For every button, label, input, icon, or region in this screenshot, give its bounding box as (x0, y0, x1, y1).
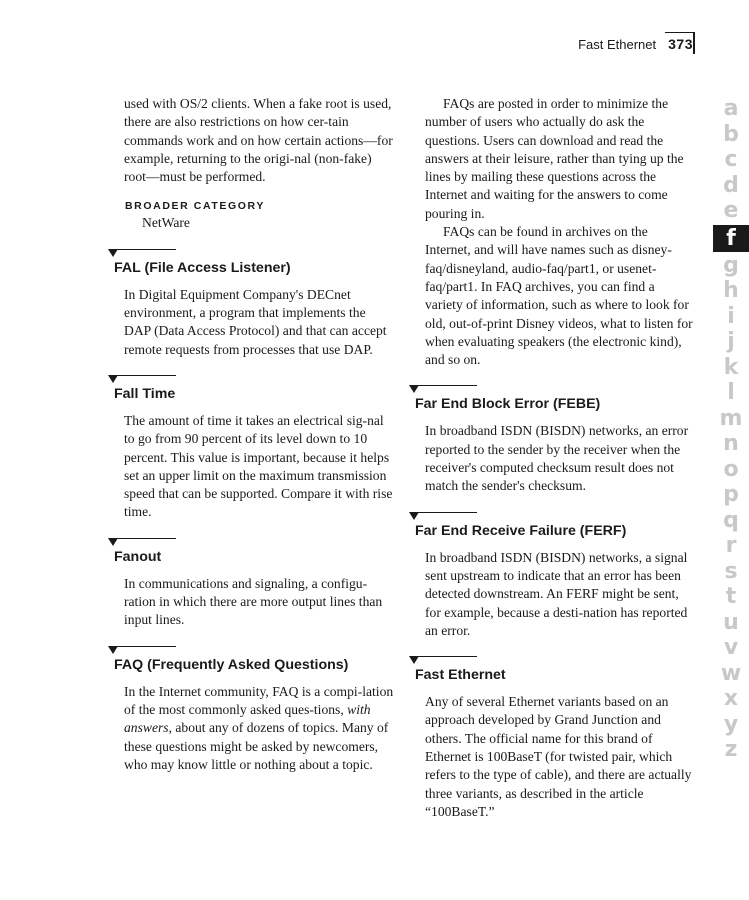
thumb-index-letter-g: g (723, 252, 739, 278)
thumb-index-letter-y: y (723, 711, 739, 737)
header-rule-horizontal (665, 32, 695, 33)
running-header (578, 36, 693, 52)
triangle-marker-icon (108, 538, 118, 546)
triangle-marker-icon (108, 249, 118, 257)
thumb-index-letter-c: c (724, 147, 738, 172)
entry-marker (108, 373, 394, 385)
entry-ferf (409, 510, 693, 640)
triangle-marker-icon (409, 512, 419, 520)
entry-fall-time (108, 373, 394, 522)
entry-text (108, 683, 394, 774)
header-rule-vertical (693, 32, 695, 54)
entry-febe (409, 383, 693, 495)
thumb-index-letter-v: v (723, 635, 739, 660)
faq-paragraph-1: FAQs are posted in order to minimize the number of users who actually do ask the questions. Users can download and read the answers at their leisure, rather than tying up the lines by mailing these questions across the Internet and waiting for the answers to come pouring in. (425, 96, 684, 221)
entry-text: In Digital Equipment Company's DECnet environment, a program that implements the DAP (Data Access Protocol) and that can accept remote requests from processes that use DAP. (124, 286, 387, 357)
entry-marker (108, 536, 394, 548)
left-column (108, 95, 394, 774)
thumb-index-letter-x: x (723, 686, 739, 711)
entry-term: Fast Ethernet (415, 667, 506, 684)
thumb-index-letter-q: q (723, 507, 739, 533)
faq-paragraph-2: FAQs can be found in archives on the Internet, and will have names such as disney-faq/disneyland, audio-faq/part1, or usenet-faq/part1. In FAQ archives, you can find a variety of information, such as where to look for old, out-of-print Disney videos, what to listen for when evaluating speakers (the electronic kind), and so on. (425, 224, 693, 368)
thumb-index-letter-j: j (727, 329, 735, 354)
entry-text: Any of several Ethernet variants based on an approach developed by Grand Junction and others. The official name for this brand of Ethernet is 100BaseT (for twisted pair, which refers to the type of cable), and there are actually three variants, as described in the article “100BaseT.” (425, 694, 692, 819)
thumb-index-letter-i: i (727, 303, 735, 329)
entry-text: In broadband ISDN (BISDN) networks, a signal sent upstream to indicate that an error has been detected downstream. An FERF might be sent, for example, because a desti-nation has reported an error. (425, 549, 688, 638)
entry-faq (108, 644, 394, 774)
thumb-index-letter-t: t (725, 584, 737, 609)
right-column (409, 95, 693, 821)
triangle-marker-icon (108, 646, 118, 654)
entry-fal (108, 247, 394, 359)
thumb-index-letter-l: l (727, 380, 735, 405)
entry-text-after: about any of dozens of topics. Many of these questions might be asked by newcomers, who may know little or nothing about a topic. (124, 720, 389, 772)
thumb-index-letter-u: u (723, 609, 739, 635)
thumb-index-letter-o: o (723, 456, 739, 482)
entry-text-before: In the Internet community, FAQ is a compi-lation of the most commonly asked ques-tions, (124, 683, 394, 717)
entry-text: The amount of time it takes an electrical sig-nal to go from 90 percent of its level down to 10 percent. This value is important, because it helps set an upper limit on the maximum transmission speed that can be supported. Compare it with rise time. (124, 412, 393, 520)
thumb-index-letter-w: w (720, 660, 742, 686)
entry-term: Fanout (114, 548, 162, 565)
thumb-index-letter-a: a (723, 96, 739, 121)
thumb-index-letter-r: r (725, 533, 737, 558)
thumb-index-letter-d: d (723, 172, 739, 198)
thumb-index-letter-e: e (723, 198, 739, 223)
thumb-index-letter-z: z (724, 737, 738, 762)
entry-term: Far End Block Error (FEBE) (415, 396, 601, 413)
entry-term: FAQ (Frequently Asked Questions) (114, 656, 349, 673)
entry-fanout (108, 536, 394, 630)
alphabet-thumb-index (713, 96, 749, 763)
triangle-marker-icon (409, 656, 419, 664)
entry-term: Fall Time (114, 385, 176, 402)
page-number: 373 (668, 36, 693, 52)
thumb-index-letter-k: k (723, 354, 739, 380)
entry-term: Far End Receive Failure (FERF) (415, 522, 627, 539)
thumb-index-letter-f: f (713, 225, 749, 252)
thumb-index-letter-s: s (724, 558, 738, 584)
triangle-marker-icon (108, 375, 118, 383)
broader-category-value: NetWare (142, 215, 190, 231)
entry-marker (409, 383, 693, 395)
entry-marker (409, 654, 693, 666)
entry-text: In communications and signaling, a configu-ration in which there are more output lines than input lines. (124, 575, 383, 628)
triangle-marker-icon (409, 385, 419, 393)
entry-marker (108, 644, 394, 656)
entry-text-italic: with answers, (124, 701, 371, 736)
entry-fast-ethernet (409, 654, 693, 821)
header-title: Fast Ethernet (578, 37, 657, 52)
thumb-index-letter-b: b (723, 121, 739, 147)
thumb-index-letter-m: m (719, 405, 743, 431)
thumb-index-letter-p: p (723, 482, 739, 507)
entry-text: In broadband ISDN (BISDN) networks, an error reported to the sender by the receiver when the receiver's computed checksum result does not match the sender's checksum. (425, 423, 689, 494)
entry-term: FAL (File Access Listener) (114, 259, 291, 276)
entry-marker (108, 247, 394, 259)
broader-category-label: BROADER CATEGORY (125, 200, 265, 213)
entry-marker (409, 510, 693, 522)
thumb-index-letter-h: h (723, 278, 739, 303)
continuation-text: used with OS/2 clients. When a fake root is used, there are also restrictions on how cer-tain commands work and on how certain actions—for example, returning to the origi-nal (non-fake) root—must be performed. (124, 96, 393, 185)
thumb-index-letter-n: n (723, 431, 739, 456)
